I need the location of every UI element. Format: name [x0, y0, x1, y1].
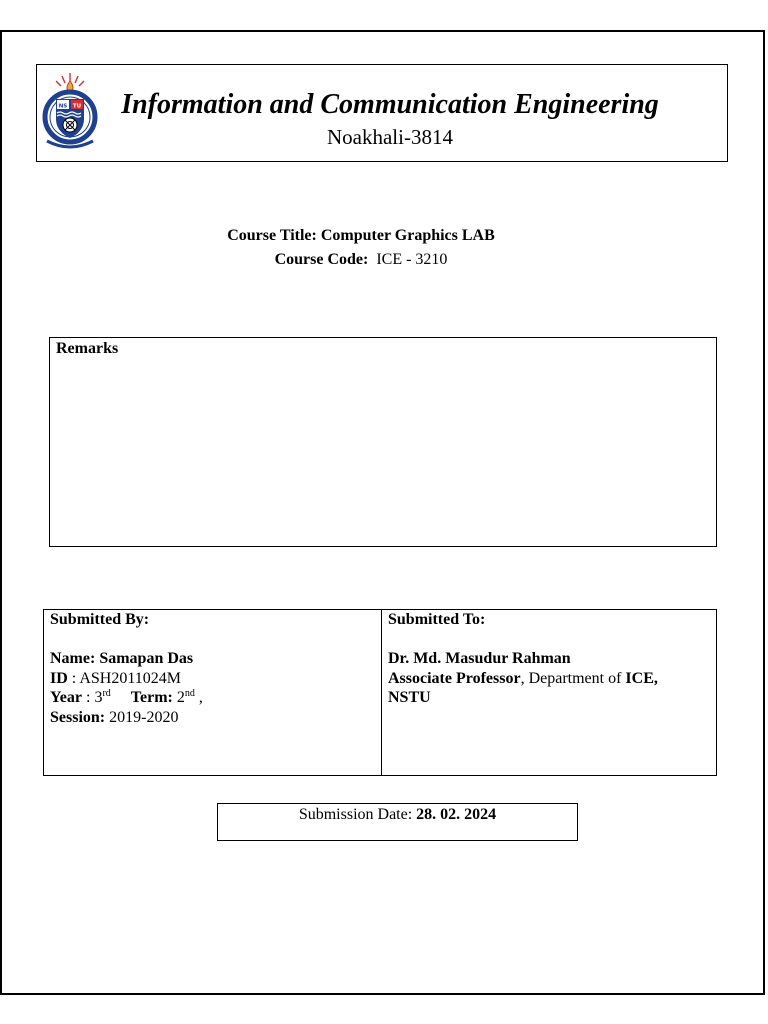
year-suffix: rd: [102, 688, 111, 699]
supervisor-designation: Associate Professor: [388, 669, 521, 687]
course-info: [0, 224, 722, 272]
submission-date-label: Submission Date:: [298, 806, 417, 823]
year-label: Year: [50, 689, 82, 706]
submitted-by-cell: [44, 610, 382, 775]
term-trail: ,: [194, 689, 203, 706]
student-id-separator: :: [67, 669, 80, 687]
submission-date-box: [217, 803, 578, 841]
remarks-label: Remarks: [56, 340, 119, 357]
submission-table: [43, 609, 717, 776]
supervisor-name: Dr. Md. Masudur Rahman: [388, 650, 571, 667]
student-id-line: [50, 669, 375, 689]
session-value: 2019-2020: [109, 708, 179, 726]
remarks-box: [49, 337, 717, 547]
supervisor-dept: ICE,: [625, 669, 658, 687]
svg-text:TU: TU: [72, 103, 82, 110]
year-term-line: [50, 688, 375, 708]
student-id-label: ID: [50, 669, 68, 687]
department-title: Information and Communication Engineering: [121, 89, 659, 120]
course-title-line: [0, 224, 722, 248]
student-name-label: Name:: [50, 650, 96, 667]
supervisor-institution: NSTU: [388, 689, 431, 706]
supervisor-dept-prefix: , Department of: [520, 669, 626, 687]
department-location: Noakhali-3814: [327, 125, 453, 149]
svg-text:NS: NS: [58, 103, 68, 110]
term-suffix: nd: [184, 688, 195, 699]
term-value: 2: [176, 689, 185, 706]
submission-date: 28. 02. 2024: [416, 806, 497, 823]
student-id: ASH2011024M: [79, 669, 181, 687]
student-name-line: [50, 649, 375, 669]
supervisor-designation-line: [388, 669, 710, 689]
course-code-value: ICE - 3210: [376, 251, 448, 268]
course-title-label: Course Title:: [227, 227, 317, 244]
nstu-university-crest-icon: [41, 69, 99, 155]
term-label: Term:: [130, 689, 173, 706]
session-label: Session:: [50, 708, 106, 726]
session-line: [50, 708, 375, 728]
year-value: 3: [94, 689, 103, 706]
student-name: Samapan Das: [99, 650, 194, 667]
submitted-to-cell: [382, 610, 716, 775]
year-separator: :: [81, 689, 95, 706]
course-title-value: Computer Graphics LAB: [320, 227, 495, 244]
course-code-line: [0, 248, 722, 272]
submitted-to-heading: Submitted To:: [388, 611, 486, 628]
submitted-by-heading: Submitted By:: [50, 611, 150, 628]
course-code-label: Course Code:: [274, 251, 369, 268]
header-box: [36, 64, 728, 162]
